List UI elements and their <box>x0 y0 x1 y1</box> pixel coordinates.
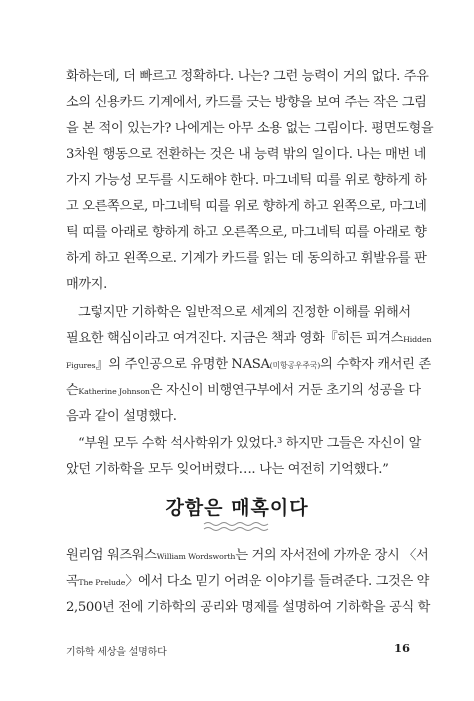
text-line <box>66 574 430 591</box>
running-footer-title: 기하학 세상을 설명하다 <box>66 647 167 658</box>
korean-gloss: (미항공우주국) <box>269 361 321 370</box>
text-run: 〉에서 다소 믿기 어려운 이야기를 들려준다. 그것은 약 <box>125 574 430 589</box>
text-line: 하게 하고 왼쪽으로. 기계가 카드를 읽는 데 동의하고 휘발유를 판 <box>66 251 427 266</box>
text-line: 가지 가능성 모두를 시도해야 한다. 마그네틱 띠를 위로 향하게 하 <box>66 173 427 188</box>
text-run: 곡 <box>66 574 79 589</box>
english-gloss: Katherine Johnson <box>78 387 150 396</box>
english-gloss: Figures <box>66 361 96 370</box>
text-line: 고 오른쪽으로, 마그네틱 띠를 위로 향하게 하고 왼쪽으로, 마그네 <box>66 199 427 214</box>
text-line: 았던 기하학을 모두 잊어버렸다…. 나는 여전히 기억했다.” <box>66 462 389 477</box>
text-line: 3차원 행동으로 전환하는 것은 내 능력 밖의 일이다. 나는 매번 네 <box>66 147 427 162</box>
text-line: 음과 같이 설명했다. <box>66 409 177 424</box>
text-run: 원리엄 워즈워스 <box>66 548 157 563</box>
text-line: 매까지. <box>66 277 108 292</box>
text-line: 을 본 적이 있는가? 나에게는 아무 소용 없는 그림이다. 평면도형을 <box>66 121 434 136</box>
text-line <box>66 383 421 400</box>
page-number: 16 <box>393 641 410 655</box>
text-run: 슨 <box>66 383 79 398</box>
text-run: 은 자신이 비행연구부에서 거둔 초기의 성공을 다 <box>149 383 421 398</box>
footnote-marker: 3 <box>277 436 282 445</box>
text-run: 』의 주인공으로 유명한 NASA <box>95 357 270 372</box>
text-run: 하지만 그들은 자신이 알 <box>281 436 422 451</box>
text-line <box>66 331 432 348</box>
text-line: 그렇지만 기하학은 일반적으로 세계의 진정한 이해를 위해서 <box>78 305 411 320</box>
text-run: 필요한 핵심이라고 여겨진다. 지금은 책과 영화『히든 피겨스 <box>66 331 404 346</box>
english-gloss: The Prelude <box>78 578 126 587</box>
english-gloss: Hidden <box>403 335 432 344</box>
text-line <box>66 548 429 565</box>
text-line: 화하는데, 더 빠르고 정확하다. 나는? 그런 능력이 거의 없다. 주유 <box>66 69 429 84</box>
text-run: “부원 모두 수학 석사학위가 있었다. <box>78 436 278 451</box>
text-run: 의 수학자 캐서린 존 <box>320 357 431 372</box>
section-heading: 강함은 매혹이다 <box>165 497 309 519</box>
text-line: 틱 띠를 아래로 향하게 하고 오른쪽으로, 마그네틱 띠를 아래로 향 <box>66 225 427 240</box>
text-run: 는 거의 자서전에 가까운 장시 〈서 <box>235 548 429 563</box>
text-line <box>66 357 431 374</box>
wave-ornament-icon <box>202 520 274 534</box>
text-line: 2,500년 전에 기하학의 공리와 명제를 설명하여 기하학을 공식 학 <box>66 600 431 615</box>
text-line <box>78 436 422 452</box>
text-line: 소의 신용카드 기계에서, 카드를 긋는 방향을 보여 주는 작은 그림 <box>66 95 427 110</box>
english-gloss: William Wordsworth <box>156 552 236 561</box>
